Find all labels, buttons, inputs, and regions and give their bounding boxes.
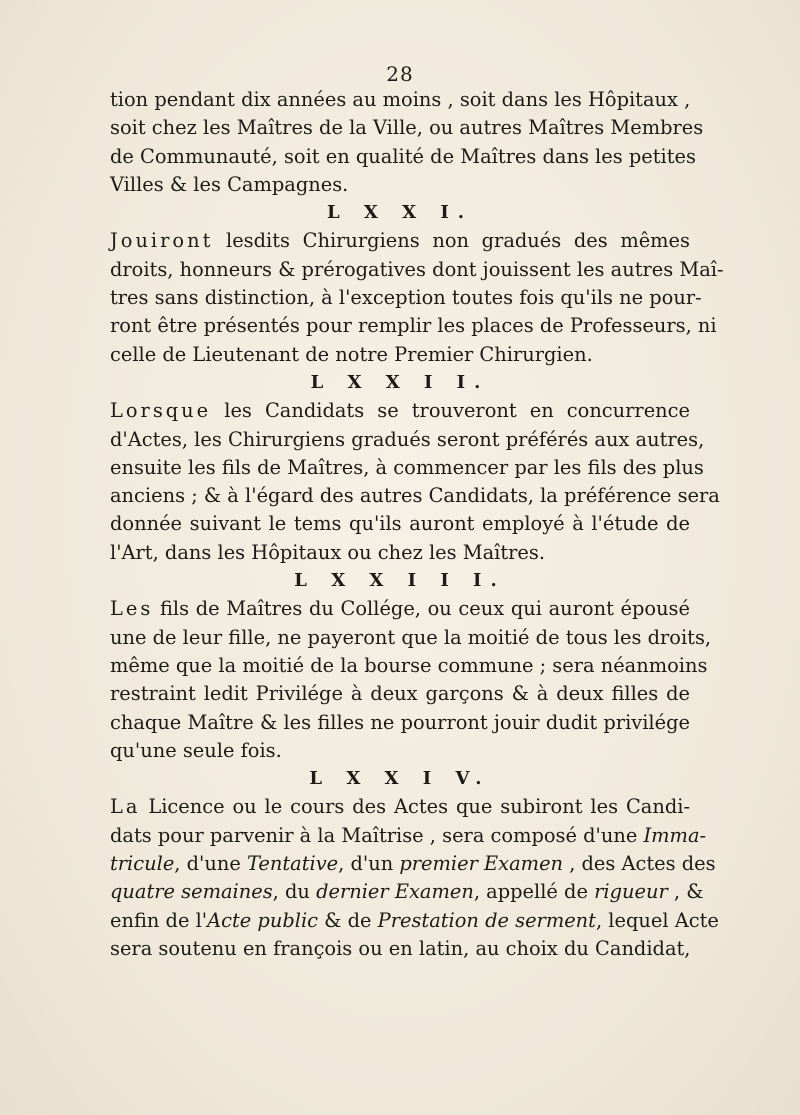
- text-line: [110, 652, 708, 680]
- italic-term: Imma-: [643, 823, 707, 847]
- text-segment: enfin de l': [110, 908, 208, 932]
- text-line: [110, 454, 704, 482]
- text-line: [110, 595, 690, 623]
- text-segment: lesdits Chirurgiens non gradués des mêmes: [213, 229, 690, 253]
- text-line: [110, 143, 696, 171]
- text-segment: sera soutenu en françois ou en latin, au choix du Candidat,: [110, 936, 691, 960]
- text-segment: Licence ou le cours des Actes que subiront les Candi-: [140, 795, 690, 819]
- text-segment: , d'une: [174, 852, 247, 876]
- text-segment: qu'une seule fois.: [110, 738, 282, 762]
- italic-term: quatre semaines: [110, 880, 273, 904]
- text-segment: celle de Lieutenant de notre Premier Chirurgien.: [110, 342, 593, 366]
- italic-term: dernier Examen: [316, 880, 474, 904]
- text-line: [110, 539, 690, 567]
- text-segment: , &: [667, 880, 704, 904]
- article-lead-word: Jouiront: [110, 229, 214, 253]
- text-line: [110, 878, 704, 906]
- text-segment: ensuite les fils de Maîtres, à commencer par les fils des plus: [110, 455, 704, 479]
- text-segment: ront être présentés pour remplir les places de Professeurs, ni: [110, 314, 717, 338]
- text-segment: anciens ; & à l'égard des autres Candidats, la préférence sera: [110, 484, 720, 508]
- text-segment: tion pendant dix années au moins , soit dans les Hôpitaux ,: [110, 88, 691, 111]
- text-segment: même que la moitié de la bourse commune ; sera néanmoins: [110, 653, 708, 677]
- text-line: [110, 312, 717, 340]
- text-line: [110, 737, 690, 765]
- text-segment: , d'un: [338, 852, 400, 876]
- text-segment: Villes & les Campagnes.: [110, 172, 349, 196]
- italic-term: Tentative: [246, 852, 339, 876]
- article-lead-word: La: [110, 795, 141, 819]
- article-heading: L X X I V.: [309, 768, 491, 790]
- text-segment: , des Actes des: [563, 852, 716, 876]
- italic-term: rigueur: [594, 880, 668, 904]
- text-segment: fils de Maîtres du Collége, ou ceux qui auront épousé: [153, 597, 690, 621]
- text-segment: dats pour parvenir à la Maîtrise , sera composé d'une: [110, 823, 644, 847]
- text-line: [110, 822, 707, 850]
- text-segment: donnée suivant le tems qu'ils auront employé à l'étude de: [110, 512, 690, 536]
- text-line: [110, 482, 720, 510]
- article-heading: L X X I I.: [310, 371, 490, 393]
- text-line: [110, 256, 724, 284]
- text-segment: , lequel Acte: [595, 908, 719, 932]
- article-heading: L X X I.: [326, 202, 474, 224]
- italic-term: tricule: [110, 852, 175, 876]
- text-line: [110, 284, 702, 312]
- text-line: [110, 171, 690, 199]
- text-segment: chaque Maître & les filles ne pourront jouir dudit privilége: [110, 710, 690, 734]
- text-line: [110, 709, 690, 737]
- text-line: [110, 397, 690, 425]
- text-line: [110, 680, 690, 708]
- text-segment: une de leur fille, ne payeront que la moitié de tous les droits,: [110, 625, 712, 649]
- italic-term: premier Examen: [399, 852, 564, 876]
- page-number: 28: [386, 62, 414, 86]
- text-segment: restraint ledit Privilége à deux garçons & à deux filles de: [110, 682, 690, 706]
- text-segment: , appellé de: [473, 880, 595, 904]
- text-segment: d'Actes, les Chirurgiens gradués seront préférés aux autres,: [110, 427, 705, 451]
- text-line: [110, 624, 712, 652]
- text-line: [110, 907, 719, 935]
- text-line: [110, 227, 690, 255]
- text-segment: droits, honneurs & prérogatives dont jouissent les autres Maî-: [110, 257, 724, 281]
- text-segment: , du: [272, 880, 317, 904]
- text-line: [110, 114, 704, 142]
- italic-term: Acte public: [207, 908, 319, 932]
- text-segment: & de: [318, 908, 378, 932]
- text-segment: les Candidats se trouveront en concurrence: [211, 399, 690, 423]
- text-segment: de Communauté, soit en qualité de Maîtres dans les petites: [110, 144, 696, 168]
- article-lead-word: Les: [110, 597, 154, 621]
- text-line: [110, 935, 690, 963]
- text-segment: tres sans distinction, à l'exception toutes fois qu'ils ne pour-: [110, 286, 702, 310]
- text-line: [110, 426, 705, 454]
- article-lead-word: Lorsque: [110, 399, 212, 423]
- text-segment: soit chez les Maîtres de la Ville, ou autres Maîtres Membres: [110, 116, 704, 140]
- text-segment: l'Art, dans les Hôpitaux ou chez les Maîtres.: [110, 540, 546, 564]
- text-line: [110, 510, 690, 538]
- text-line: [110, 793, 690, 821]
- text-line: [110, 86, 690, 114]
- body-text: [110, 86, 724, 963]
- article-heading: L X X I I I.: [294, 570, 506, 592]
- text-line: [110, 850, 716, 878]
- italic-term: Prestation de serment: [377, 908, 596, 932]
- text-line: [110, 341, 690, 369]
